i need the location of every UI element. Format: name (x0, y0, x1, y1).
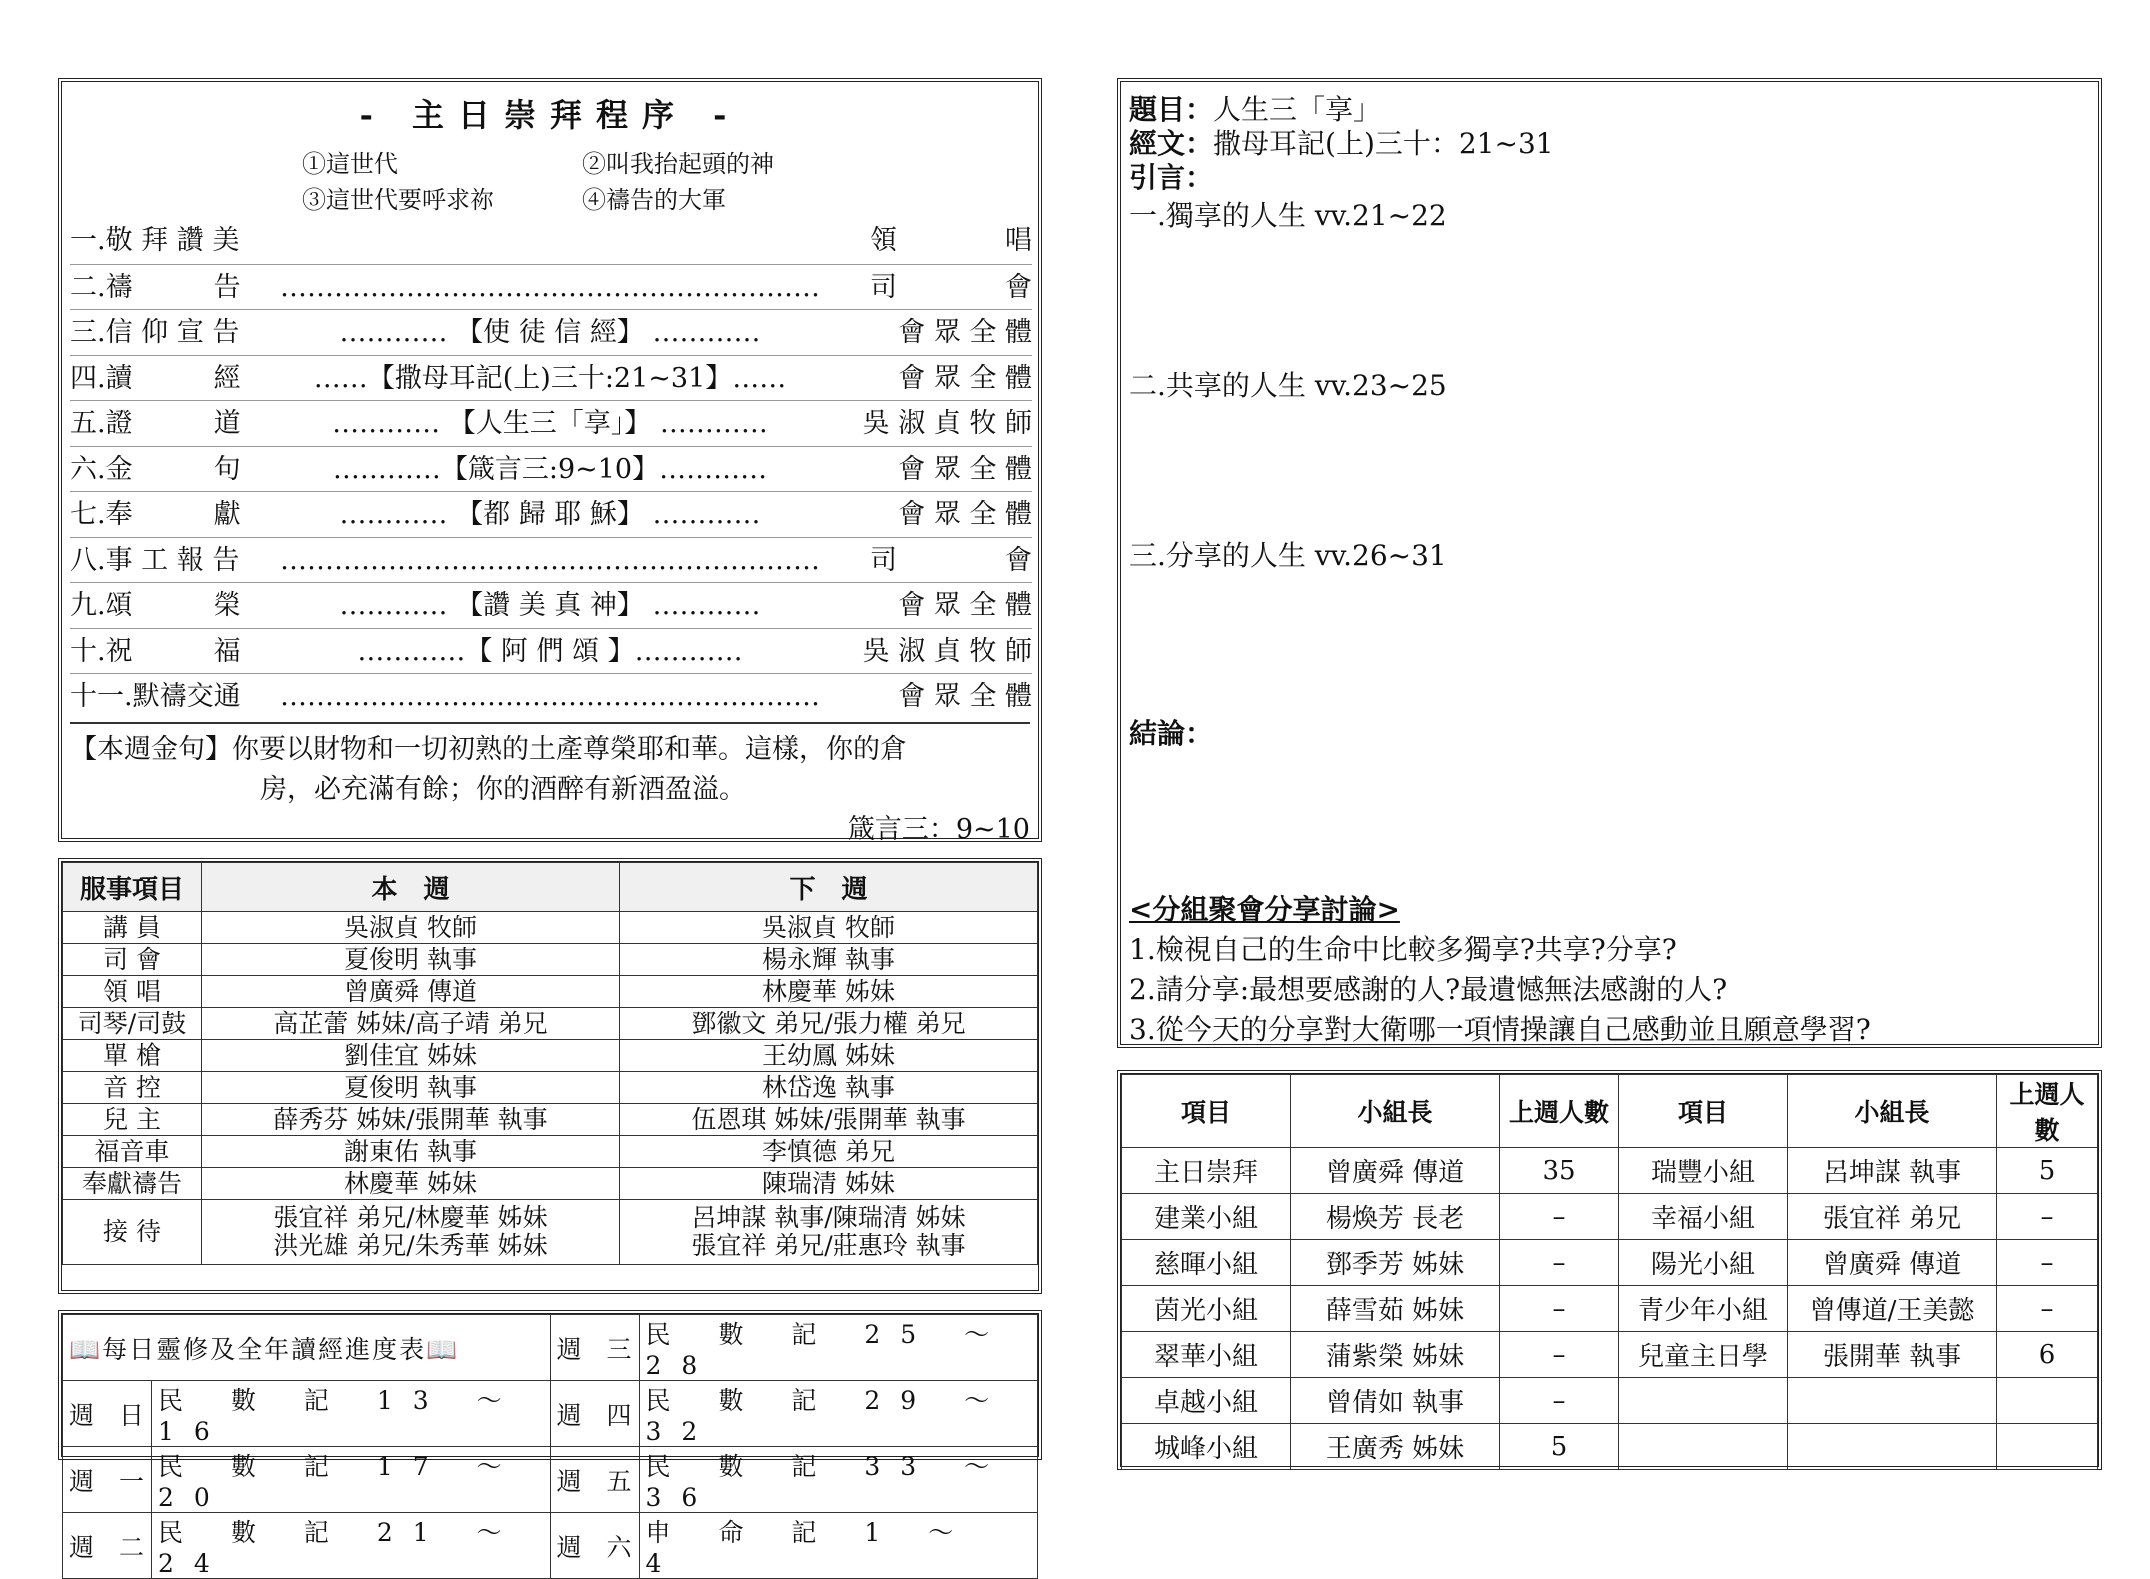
sermon-scripture: 經文：撒母耳記(上)三十：21~31 (1129, 127, 1554, 160)
order-item: 三.信 仰 宣 告 ………… 【使 徒 信 經】 ………… 會 眾 全 體 (70, 309, 1032, 356)
table-row: 奉獻禱告 林慶華 姊妹 陳瑞清 姊妹 (63, 1168, 1038, 1200)
reading-title: 📖每日靈修及全年讀經進度表📖 (63, 1315, 551, 1381)
table-row: 主日崇拜 曾廣舜 傳道 35 瑞豐小組 呂坤謀 執事 5 (1122, 1148, 2098, 1194)
order-item: 十一.默禱交通 …………………………………………………… 會 眾 全 體 (70, 673, 1032, 720)
order-title: - 主日崇拜程序 - (359, 96, 741, 134)
table-row: 講 員 吳淑貞 牧師 吳淑貞 牧師 (63, 912, 1038, 944)
duty-header: 本 週 (202, 863, 620, 912)
order-item: 六.金 句 …………【箴言三:9~10】………… 會 眾 全 體 (70, 446, 1032, 493)
order-of-service (58, 78, 1042, 845)
small-groups-table: 項目 小組長 上週人數 項目 小組長 上週人數 主日崇拜 曾廣舜 傳道 35 瑞豐小組 呂坤謀 執事 5 建業小組 楊煥芳 長老 – 幸福小組 張宜祥 弟兄 – 慈暉小組 鄧季芳 姊妹 – 陽光小組 曾廣舜 傳道 – 茵光小組 薛雪茹 姊妹 – 青少年小組 曾傳道/王美懿 – 翠華小組 蒲紫榮 姊妹 – 兒童主日學 張開華 執事 6 卓越小組 曾倩如 執事 – 城峰小組 王廣秀 姊妹 5 (1117, 1070, 2102, 1470)
song-4: ④禱告的大軍 (582, 186, 726, 214)
duty-header: 下 週 (620, 863, 1038, 912)
sermon-notes (1117, 78, 2102, 1048)
table-row-reception: 接 待 張宜祥 弟兄/林慶華 姊妹 洪光雄 弟兄/朱秀華 姊妹 呂坤謀 執事/陳瑞清 姊妹 張宜祥 弟兄/莊惠玲 執事 (63, 1200, 1038, 1265)
sermon-intro: 引言： (1129, 161, 1214, 194)
song-2: ②叫我抬起頭的神 (582, 150, 774, 178)
table-row: 慈暉小組 鄧季芳 姊妹 – 陽光小組 曾廣舜 傳道 – (1122, 1240, 2098, 1286)
discussion-q3: 3.從今天的分享對大衛哪一項情操讓自己感動並且願意學習? (1129, 1013, 1871, 1046)
table-row: 卓越小組 曾倩如 執事 – (1122, 1378, 2098, 1424)
order-item: 八.事 工 報 告 …………………………………………………… 司 會 (70, 537, 1032, 584)
duty-header: 服事項目 (63, 863, 202, 912)
table-row: 茵光小組 薛雪茹 姊妹 – 青少年小組 曾傳道/王美懿 – (1122, 1286, 2098, 1332)
order-item: 九.頌 榮 ………… 【讚 美 真 神】 ………… 會 眾 全 體 (70, 582, 1032, 629)
table-row: 司琴/司鼓 高芷蕾 姊妹/高子靖 弟兄 鄧徽文 弟兄/張力權 弟兄 (63, 1008, 1038, 1040)
order-item: 一.敬 拜 讚 美 領 唱 (70, 225, 1032, 256)
discussion-q1: 1.檢視自己的生命中比較多獨享?共享?分享? (1129, 933, 1677, 966)
sermon-point-1: 一.獨享的人生 vv.21~22 (1129, 199, 1447, 232)
table-row: 福音車 謝東佑 執事 李慎德 弟兄 (63, 1136, 1038, 1168)
table-row: 兒 主 薛秀芬 姊妹/張開華 執事 伍恩琪 姊妹/張開華 執事 (63, 1104, 1038, 1136)
reading-schedule: 📖每日靈修及全年讀經進度表📖 週 三 民 數 記 25 ～ 28 週 日 民 數 記 13 ～ 16 週 四 民 數 記 29 ～ 32 週 一 民 數 記 17 ～ 20 週 五 民 數 記 33 ～ 36 週 二 民 數 記 21 ～ 24 週 六 申 命 記 1 ～ 4 (58, 1310, 1042, 1460)
verse-ref: 箴言三：9~10 (847, 814, 1030, 845)
order-item: 五.證 道 ………… 【人生三「享」】 ………… 吳 淑 貞 牧 師 (70, 400, 1032, 447)
order-item: 四.讀 經 ……【撒母耳記(上)三十:21~31】…… 會 眾 全 體 (70, 355, 1032, 402)
song-3: ③這世代要呼求祢 (302, 186, 494, 214)
table-row: 建業小組 楊煥芳 長老 – 幸福小組 張宜祥 弟兄 – (1122, 1194, 2098, 1240)
discussion-title: <分組聚會分享討論> (1129, 893, 1400, 926)
sermon-point-3: 三.分享的人生 vv.26~31 (1129, 539, 1447, 572)
weekly-verse: 【本週金句】你要以財物和一切初熟的土產尊榮耶和華。這樣，你的倉 房，必充滿有餘；你的酒醉有新酒盈溢。 箴言三：9~10 (70, 722, 1030, 850)
order-item: 七.奉 獻 ………… 【都 歸 耶 穌】 ………… 會 眾 全 體 (70, 491, 1032, 538)
order-item: 十.祝 福 …………【 阿 們 頌 】………… 吳 淑 貞 牧 師 (70, 628, 1032, 675)
table-row: 單 槍 劉佳宜 姊妹 王幼鳳 姊妹 (63, 1040, 1038, 1072)
table-row: 城峰小組 王廣秀 姊妹 5 (1122, 1424, 2098, 1470)
discussion-q2: 2.請分享:最想要感謝的人?最遺憾無法感謝的人? (1129, 973, 1728, 1006)
table-row: 音 控 夏俊明 執事 林岱逸 執事 (63, 1072, 1038, 1104)
sermon-conclusion: 結論： (1129, 717, 1214, 750)
table-row: 領 唱 曾廣舜 傳道 林慶華 姊妹 (63, 976, 1038, 1008)
duty-table (58, 858, 1042, 1294)
sermon-title: 題目：人生三「享」 (1129, 93, 1382, 126)
table-row: 司 會 夏俊明 執事 楊永輝 執事 (63, 944, 1038, 976)
table-row: 翠華小組 蒲紫榮 姊妹 – 兒童主日學 張開華 執事 6 (1122, 1332, 2098, 1378)
song-1: ①這世代 (302, 150, 398, 178)
sermon-point-2: 二.共享的人生 vv.23~25 (1129, 369, 1447, 402)
order-item: 二.禱 告 …………………………………………………… 司 會 (70, 264, 1032, 311)
